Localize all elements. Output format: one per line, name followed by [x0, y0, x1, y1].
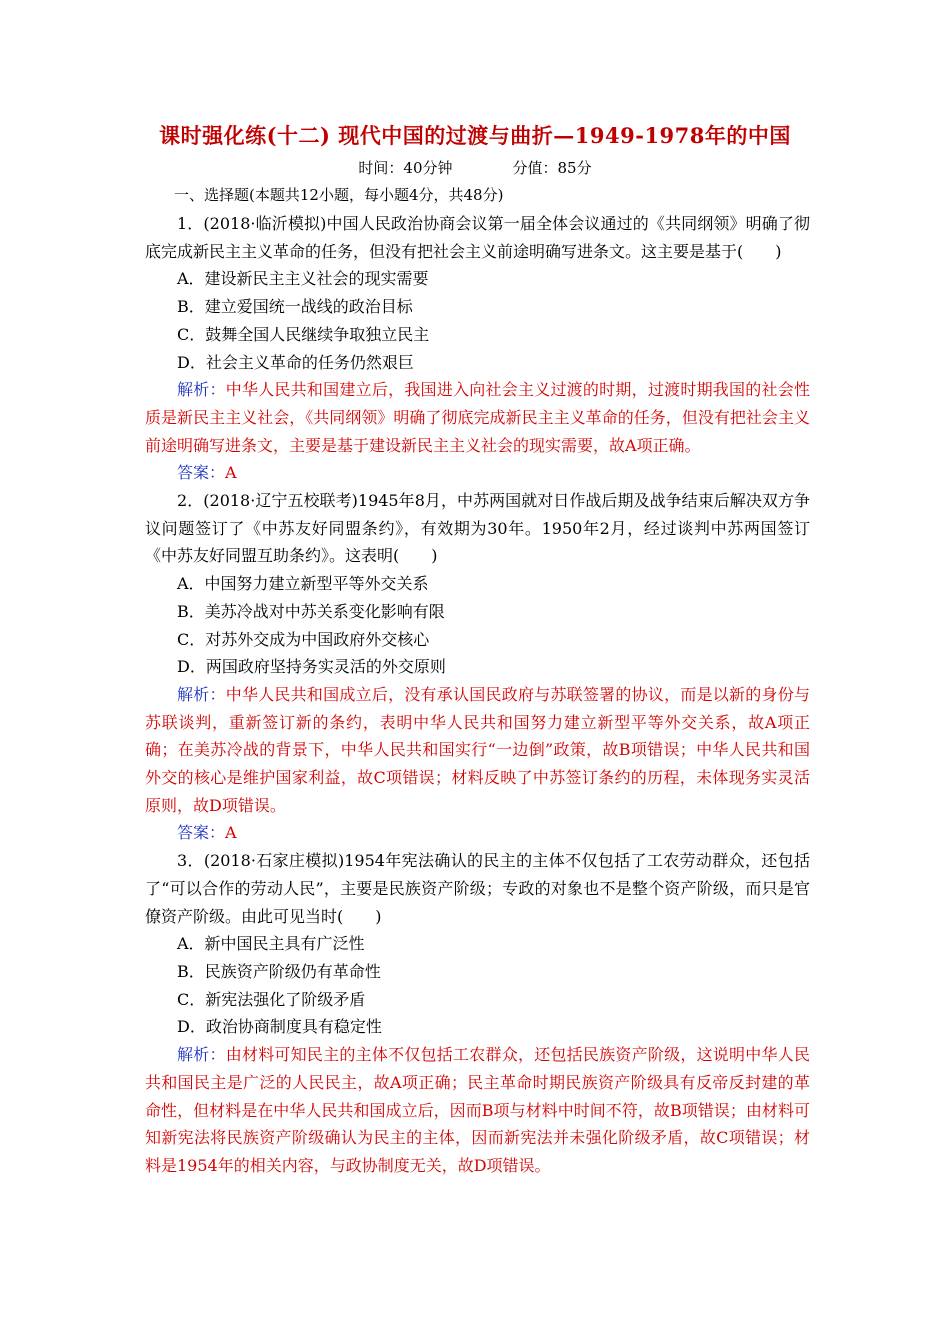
answer	[145, 819, 810, 847]
option-a: A．建设新民主主义社会的现实需要	[177, 269, 429, 289]
option-c: C．对苏外交成为中国政府外交核心	[177, 629, 430, 649]
option-b: B．美苏冷战对中苏关系变化影响有限	[177, 601, 445, 621]
answer	[145, 459, 810, 487]
analysis-text: 中华人民共和国成立后，没有承认国民政府与苏联签署的协议，而是以新的身份与苏联谈判，重新签订新的条约，表明中华人民共和国努力建立新型平等外交关系，故A项正确；在美苏冷战的背景下，中华人民共和国实行“一边倒”政策，故B项错误；中华人民共和国外交的核心是维护国家利益，故C项错误；材料反映了中苏签订条约的历程，未体现务实灵活原则，故D项错误。	[145, 684, 810, 815]
total-score: 分值：85分	[512, 159, 592, 177]
option-d: D．政治协商制度具有稳定性	[177, 1017, 382, 1037]
section-heading: 一、选择题(本题共12小题，每小题4分，共48分)	[174, 186, 504, 204]
question-block	[145, 210, 810, 487]
option-d: D．两国政府坚持务实灵活的外交原则	[177, 657, 446, 677]
answer-value: A	[225, 823, 237, 843]
question-block	[145, 487, 810, 847]
analysis-text: 中华人民共和国建立后，我国进入向社会主义过渡的时期，过渡时期我国的社会性质是新民主主义社会，《共同纲领》明确了彻底完成新民主主义革命的任务，但没有把社会主义前途明确写进条文，主要是基于建设新民主主义社会的现实需要，故A项正确。	[145, 380, 810, 455]
question-list	[145, 210, 810, 1180]
exam-meta	[0, 157, 950, 178]
option-b: B．建立爱国统一战线的政治目标	[177, 297, 413, 317]
option-a: A．中国努力建立新型平等外交关系	[177, 574, 429, 594]
page-title: 课时强化练(十二) 现代中国的过渡与曲折—1949-1978年的中国	[159, 123, 791, 148]
analysis-label: 解析：	[177, 380, 226, 400]
analysis-label: 解析：	[177, 1045, 226, 1065]
analysis-label: 解析：	[177, 684, 226, 704]
analysis	[145, 376, 810, 459]
question-block	[145, 847, 810, 1179]
analysis	[145, 1041, 810, 1180]
question-stem: 1．(2018·临沂模拟)中国人民政治协商会议第一届全体会议通过的《共同纲领》明确了彻底完成新民主主义革命的任务，但没有把社会主义前途明确写进条文。这主要是基于( )	[145, 214, 810, 261]
question-stem: 3．(2018·石家庄模拟)1954年宪法确认的民主的主体不仅包括了工农劳动群众，还包括了“可以合作的劳动人民”，主要是民族资产阶级；专政的对象也不是整个资产阶级，而只是官僚资产阶级。由此可见当时( )	[145, 851, 810, 926]
question-stem: 2．(2018·辽宁五校联考)1945年8月，中苏两国就对日作战后期及战争结束后解决双方争议问题签订了《中苏友好同盟条约》，有效期为30年。1950年2月，经过谈判中苏两国签订《中苏友好同盟互助条约》。这表明( )	[145, 491, 810, 566]
analysis	[145, 681, 810, 820]
answer-label: 答案：	[177, 823, 226, 843]
option-b: B．民族资产阶级仍有革命性	[177, 961, 381, 981]
option-d: D．社会主义革命的任务仍然艰巨	[177, 352, 414, 372]
time-limit: 时间：40分钟	[358, 159, 453, 177]
answer-value: A	[225, 463, 237, 483]
option-c: C．新宪法强化了阶级矛盾	[177, 989, 366, 1009]
option-a: A．新中国民主具有广泛性	[177, 934, 365, 954]
option-c: C．鼓舞全国人民继续争取独立民主	[177, 324, 430, 344]
answer-label: 答案：	[177, 463, 226, 483]
analysis-text: 由材料可知民主的主体不仅包括工农群众，还包括民族资产阶级，这说明中华人民共和国民主是广泛的人民民主，故A项正确；民主革命时期民族资产阶级具有反帝反封建的革命性，但材料是在中华人民共和国成立后，因而B项与材料中时间不符，故B项错误；由材料可知新宪法将民族资产阶级确认为民主的主体，因而新宪法并未强化阶级矛盾，故C项错误；材料是1954年的相关内容，与政协制度无关，故D项错误。	[145, 1045, 810, 1175]
